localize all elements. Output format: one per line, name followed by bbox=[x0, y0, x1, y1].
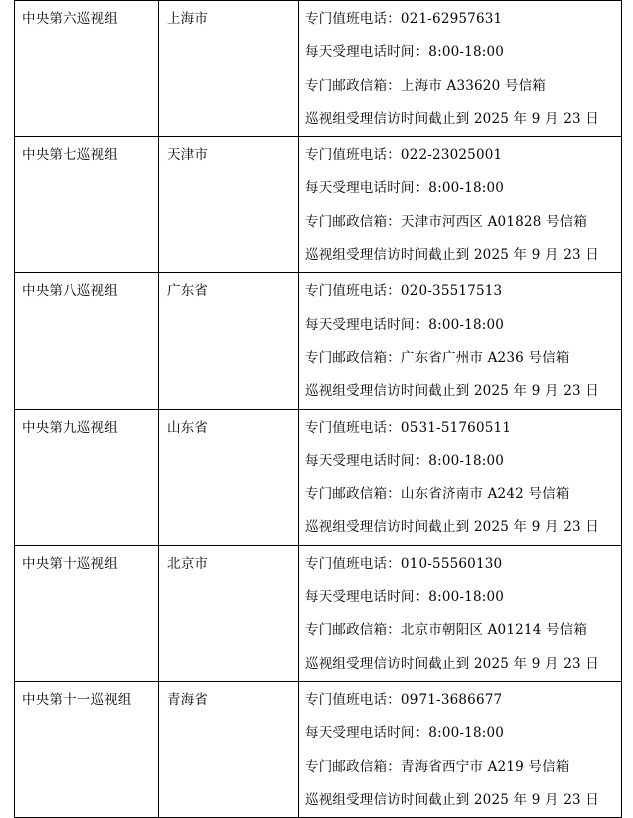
region-name: 青海省 bbox=[167, 691, 209, 708]
group-name-cell bbox=[15, 1, 159, 137]
contact-cell bbox=[299, 409, 622, 545]
deadline-line: 巡视组受理信访时间截止到 2025 年 9 月 23 日 bbox=[305, 519, 599, 536]
deadline-line: 巡视组受理信访时间截止到 2025 年 9 月 23 日 bbox=[305, 791, 599, 808]
hours-line: 每天受理电话时间：8:00-18:00 bbox=[305, 180, 505, 197]
contact-cell bbox=[299, 273, 622, 409]
group-name: 中央第八巡视组 bbox=[22, 283, 118, 300]
group-name-cell bbox=[15, 409, 159, 545]
group-name: 中央第九巡视组 bbox=[22, 419, 118, 436]
table-row bbox=[15, 545, 622, 681]
region-name: 上海市 bbox=[167, 11, 209, 27]
mailbox-line: 专门邮政信箱：广东省广州市 A236 号信箱 bbox=[305, 349, 570, 366]
phone-line: 专门值班电话：022-23025001 bbox=[305, 147, 503, 164]
region-cell bbox=[159, 273, 299, 409]
group-name: 中央第七巡视组 bbox=[22, 147, 118, 164]
deadline-line: 巡视组受理信访时间截止到 2025 年 9 月 23 日 bbox=[305, 110, 599, 127]
table-row bbox=[15, 681, 622, 817]
phone-line: 专门值班电话：0971-3686677 bbox=[305, 691, 503, 708]
deadline-line: 巡视组受理信访时间截止到 2025 年 9 月 23 日 bbox=[305, 383, 599, 400]
region-cell bbox=[159, 681, 299, 817]
region-name: 天津市 bbox=[167, 147, 209, 164]
hours-line: 每天受理电话时间：8:00-18:00 bbox=[305, 316, 505, 333]
contact-cell bbox=[299, 681, 622, 817]
group-name: 中央第十巡视组 bbox=[22, 555, 118, 572]
hours-line: 每天受理电话时间：8:00-18:00 bbox=[305, 725, 505, 742]
hours-line: 每天受理电话时间：8:00-18:00 bbox=[305, 589, 505, 606]
phone-line: 专门值班电话：021-62957631 bbox=[305, 11, 503, 27]
region-cell bbox=[159, 409, 299, 545]
region-name: 北京市 bbox=[167, 555, 209, 572]
group-name-cell bbox=[15, 137, 159, 273]
group-name-cell bbox=[15, 273, 159, 409]
group-name: 中央第六巡视组 bbox=[22, 11, 118, 27]
mailbox-line: 专门邮政信箱：青海省西宁市 A219 号信箱 bbox=[305, 758, 570, 775]
region-name: 山东省 bbox=[167, 419, 209, 436]
table-row bbox=[15, 137, 622, 273]
mailbox-line: 专门邮政信箱：天津市河西区 A01828 号信箱 bbox=[305, 213, 588, 230]
group-name-cell bbox=[15, 681, 159, 817]
region-name: 广东省 bbox=[167, 283, 209, 300]
table-row bbox=[15, 409, 622, 545]
hours-line: 每天受理电话时间：8:00-18:00 bbox=[305, 452, 505, 469]
phone-line: 专门值班电话：0531-51760511 bbox=[305, 419, 512, 436]
inspection-contact-table bbox=[14, 0, 622, 818]
deadline-line: 巡视组受理信访时间截止到 2025 年 9 月 23 日 bbox=[305, 247, 599, 264]
phone-line: 专门值班电话：020-35517513 bbox=[305, 283, 503, 300]
region-cell bbox=[159, 545, 299, 681]
region-cell bbox=[159, 1, 299, 137]
region-cell bbox=[159, 137, 299, 273]
phone-line: 专门值班电话：010-55560130 bbox=[305, 555, 503, 572]
contact-cell bbox=[299, 545, 622, 681]
contact-cell bbox=[299, 1, 622, 137]
table-row bbox=[15, 273, 622, 409]
deadline-line: 巡视组受理信访时间截止到 2025 年 9 月 23 日 bbox=[305, 655, 599, 672]
group-name-cell bbox=[15, 545, 159, 681]
group-name: 中央第十一巡视组 bbox=[22, 691, 132, 708]
contact-cell bbox=[299, 137, 622, 273]
mailbox-line: 专门邮政信箱：上海市 A33620 号信箱 bbox=[305, 77, 546, 94]
table-row bbox=[15, 1, 622, 137]
mailbox-line: 专门邮政信箱：山东省济南市 A242 号信箱 bbox=[305, 486, 570, 503]
mailbox-line: 专门邮政信箱：北京市朝阳区 A01214 号信箱 bbox=[305, 622, 588, 639]
hours-line: 每天受理电话时间：8:00-18:00 bbox=[305, 44, 505, 61]
